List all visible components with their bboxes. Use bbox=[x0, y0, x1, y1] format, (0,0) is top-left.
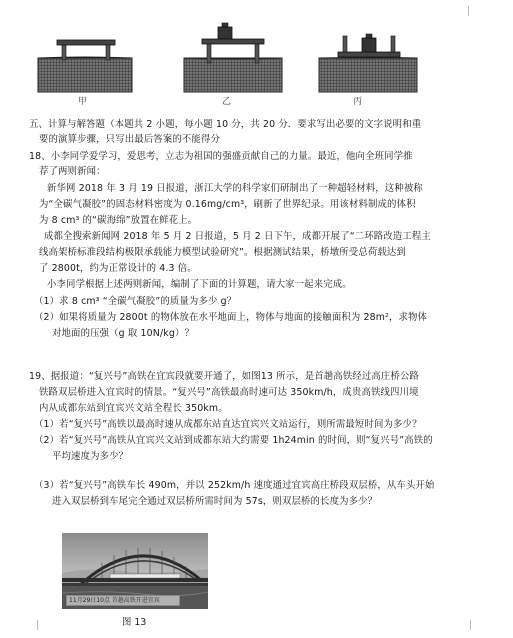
q19-sub3: （3）若“复兴号”高铁车长 490m，并以 252km/h 速度通过宜宾高庄桥段双层桥，从车头开始 bbox=[34, 480, 435, 491]
q19-stem-cont1: 铁路双层桥进入宜宾时的情景。“复兴号”高铁最高时速可达 350km/h，成贵高铁线四川境 bbox=[39, 387, 419, 398]
bridge-photo bbox=[62, 533, 208, 609]
q18-news1-line1: 新华网 2018 年 3 月 19 日报道，浙江大学的科学家们研制出了一种超轻材料，这种被称 bbox=[47, 183, 423, 194]
q18-sub2: （2）如果将质量为 2800t 的物体放在水平地面上，物体与地面的接触面积为 28m²，求物体 bbox=[34, 312, 428, 323]
q18-stem: 18、小李同学爱学习，爱思考，立志为祖国的强盛贡献自己的力量。最近，他向全班同学推 bbox=[29, 151, 413, 162]
figure-label-jia: 甲 bbox=[78, 97, 88, 107]
q18-news1-line3: 为 8 cm³ 的“碳海绵”放置在鲜花上。 bbox=[39, 215, 198, 226]
q19-sub2: （2）若“复兴号”高铁从宜宾兴文站到成都东站大约需要 1h24min 的时间，则“复兴号”高铁的 bbox=[34, 435, 433, 446]
q18-sub1: （1）求 8 cm³ “全碳气凝胶”的质量为多少 g？ bbox=[34, 296, 237, 307]
figure-label-yi: 乙 bbox=[222, 97, 232, 107]
figure-jia bbox=[30, 18, 140, 98]
q18-stem-cont: 荐了两则新闻： bbox=[39, 166, 106, 177]
q18-news2-line1: 成都全搜索新闻网 2018 年 5 月 2 日报道，5 月 2 日下午，成都开展了“二环路改造工程主 bbox=[44, 231, 431, 242]
q18-sub2-cont: 对地面的压强（g 取 10N/kg）？ bbox=[52, 328, 194, 339]
q19-stem: 19、据报道：“复兴号”高铁在宜宾段就要开通了，如图13 所示，是首趟高铁经过高庄桥公路 bbox=[29, 371, 420, 382]
photo-caption: 11月29日10点 首趟高铁开进宜宾 bbox=[66, 595, 180, 606]
q19-sub1: （1）若“复兴号”高铁以最高时速从成都东站直达宜宾兴文站运行，则所需最短时间为多少？ bbox=[34, 419, 422, 430]
section-title-cont: 要的演算步骤，只写出最后答案的不能得分 bbox=[39, 134, 220, 145]
q19-sub3-cont: 进入双层桥到车尾完全通过双层桥所需时间为 57s，则双层桥的长度为多少？ bbox=[52, 496, 378, 507]
figure-bing bbox=[313, 18, 423, 98]
q18-news2-line3: 了 2800t，约为正常设计的 4.3 倍。 bbox=[39, 263, 197, 274]
q18-news2-line2: 线高架桥标准段结构极限承载能力模型试验研究”。根据测试结果，桥墩所受总荷载达到 bbox=[39, 247, 406, 258]
q19-stem-cont2: 内从成都东站到宜宾兴文站全程长 350km。 bbox=[39, 403, 228, 414]
figure-13-caption: 图 13 bbox=[122, 617, 147, 628]
q19-sub2-cont: 平均速度为多少？ bbox=[52, 451, 129, 462]
figure-label-bing: 丙 bbox=[353, 97, 363, 107]
crop-mark-bottom-right bbox=[470, 620, 483, 630]
pressure-experiment-figures bbox=[28, 18, 468, 108]
q18-news1-line2: 为“全碳气凝胶”的固态材料密度为 0.16mg/cm³，刷新了世界纪录。用该材料制成的体积 bbox=[39, 199, 416, 210]
section-title: 五、计算与解答题（本题共 2 小题，每小题 10 分，共 20 分．要求写出必要的文字说明和重 bbox=[29, 119, 422, 130]
crop-mark-bottom-left bbox=[25, 620, 38, 630]
q18-intro: 小李同学根据上述两则新闻，编制了下面的计算题，请大家一起来完成。 bbox=[47, 279, 352, 290]
crop-mark-top-right bbox=[468, 6, 481, 16]
figure-yi bbox=[178, 18, 288, 98]
